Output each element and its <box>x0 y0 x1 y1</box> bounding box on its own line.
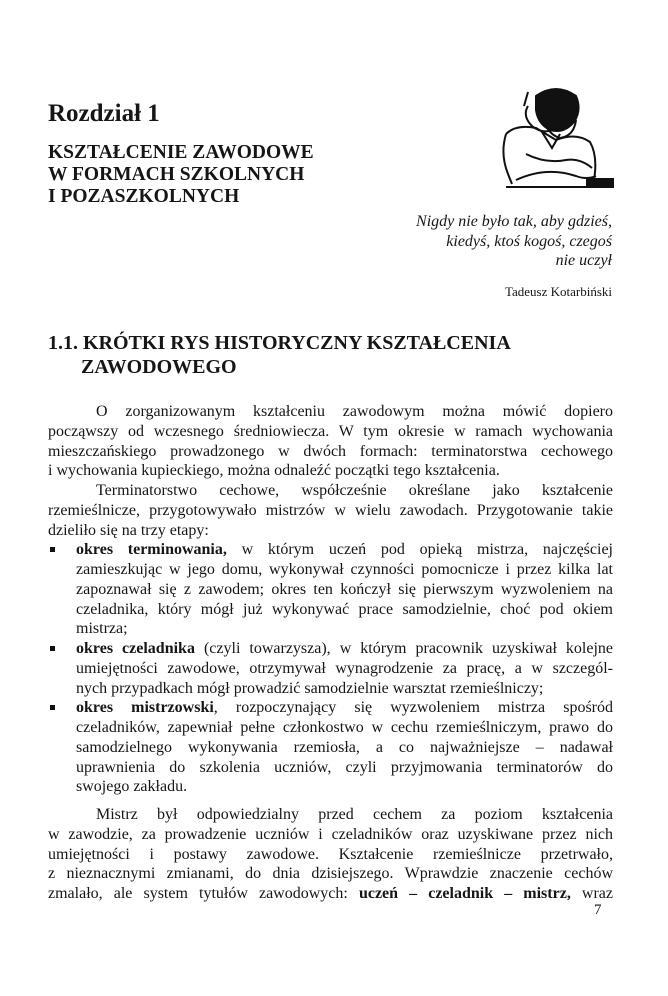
text-line <box>76 718 613 738</box>
epigraph-quote <box>416 212 612 271</box>
text-run: począwszy od wczesnego średniowiecza. W tym okresie w ramach wychowania <box>48 422 613 440</box>
text-line <box>76 659 613 679</box>
text-line <box>48 521 613 541</box>
chapter-title-line: W FORMACH SZKOLNYCH <box>48 164 305 185</box>
text-run: dzieliło się na trzy etapy: <box>48 521 209 539</box>
text-run: zamieszkując w jego domu, wykonywał czynności pomocnicze i przez kilka lat <box>76 561 613 578</box>
text-line <box>48 805 613 825</box>
paragraph <box>48 402 613 481</box>
text-run: , rozpoczynający się wyzwoleniem mistrza spośród <box>213 699 613 717</box>
epigraph-line: kiedyś, ktoś kogoś, czegoś <box>446 232 612 250</box>
text-run: mieszczańskiego prowadzonego w dwóch formach: terminatorstwa cechowego <box>48 442 613 460</box>
text-run: umiejętności i postawy zawodowe. Kształcenie rzemieślnicze przetrwało, <box>48 845 613 863</box>
text-run: Mistrz był odpowiedzialny przed cechem za poziom kształcenia <box>96 806 613 823</box>
bullet-item <box>48 540 613 639</box>
bold-term: uczeń – czeladnik – mistrz, <box>358 885 571 902</box>
chapter-title-line: I POZASZKOLNYCH <box>48 186 240 207</box>
bullet-square-icon <box>50 547 55 552</box>
text-line <box>76 777 613 797</box>
text-run: samodzielnego wykonywania rzemiosła, a co najważniejsze – nadawał <box>76 738 613 756</box>
student-reading-illustration <box>476 84 614 202</box>
text-run: nych przypadkach mógł prowadzić samodzielnie warsztat rzemieślniczy; <box>76 679 544 697</box>
text-line <box>76 580 613 600</box>
text-run: Terminatorstwo cechowe, współcześnie określane jako kształcenie <box>96 482 613 499</box>
epigraph-line: nie uczył <box>555 252 612 269</box>
text-run: O zorganizowanym kształceniu zawodowym można mówić dopiero <box>96 403 613 420</box>
chapter-label: Rozdział 1 <box>48 100 160 127</box>
text-run: mistrza; <box>76 620 128 638</box>
text-line <box>76 560 613 580</box>
text-run: w zawodzie, za prowadzenie uczniów i czeladników oraz uzyskiwane przez nich <box>48 825 613 843</box>
text-line <box>48 402 613 422</box>
section-heading-line: ZAWODOWEGO <box>81 356 237 378</box>
text-line <box>48 501 613 521</box>
text-line <box>76 619 613 639</box>
text-line <box>48 481 613 501</box>
text-line <box>48 422 613 442</box>
text-run: czeladników, zapewniał pełne członkostwo w cechu rzemieślniczym, prawo do <box>76 719 613 736</box>
text-line <box>76 600 613 620</box>
text-run: swojego zakładu. <box>76 778 188 796</box>
text-line <box>76 679 613 699</box>
text-line <box>48 461 613 481</box>
epigraph-author: Tadeusz Kotarbiński <box>504 284 612 299</box>
text-line <box>76 738 613 758</box>
text-line <box>76 758 613 778</box>
bold-term: okres terminowania, <box>76 541 227 559</box>
text-line <box>48 442 613 462</box>
bullet-item <box>48 698 613 797</box>
section-heading <box>48 331 511 379</box>
text-line <box>48 845 613 865</box>
bold-term: okres mistrzowski <box>76 699 214 717</box>
text-run: wraz <box>570 885 614 902</box>
epigraph-line: Nigdy nie było tak, aby gdzieś, <box>416 213 612 230</box>
text-line <box>76 540 613 560</box>
text-run: zapoznawał się z zawodem; okres ten kończył się pierwszym wyzwoleniem na <box>76 580 613 598</box>
paragraph <box>48 481 613 540</box>
text-line <box>76 639 613 659</box>
body-text <box>48 402 613 904</box>
bullet-square-icon <box>50 646 55 651</box>
text-run: rzemieślnicze, przygotowywało mistrzów w wielu zawodach. Przygotowanie takie <box>48 501 613 519</box>
text-run: umiejętności zawodowe, otrzymywał wynagrodzenie za pracę, a w szczegól- <box>76 659 613 677</box>
text-run: w którym uczeń pod opieką mistrza, najczęściej <box>226 541 613 559</box>
bullet-item <box>48 639 613 698</box>
text-run: z nieznacznymi zmianami, do dnia dzisiejszego. Wprawdzie znaczenie cechów <box>48 865 613 883</box>
text-run: uprawnienia do szkolenia uczniów, czyli przyjmowania terminatorów do <box>76 758 613 776</box>
bullet-square-icon <box>50 705 55 710</box>
text-run: i wychowania kupieckiego, można odnaleźć początki tego kształcenia. <box>48 462 500 480</box>
text-line <box>48 884 613 904</box>
text-line <box>48 825 613 845</box>
text-run: (czyli towarzysza), w którym pracownik uzyskiwał kolejne <box>194 640 614 657</box>
text-run: czeladnika, który mógł już wykonywać prace samodzielnie, choć pod okiem <box>76 600 613 618</box>
text-line <box>76 698 613 718</box>
chapter-title-line: KSZTAŁCENIE ZAWODOWE <box>48 142 314 163</box>
section-heading-line: 1.1. KRÓTKI RYS HISTORYCZNY KSZTAŁCENIA <box>48 332 511 354</box>
paragraph <box>48 805 613 904</box>
chapter-title <box>48 142 314 208</box>
page-number: 7 <box>594 902 602 918</box>
text-line <box>48 864 613 884</box>
bold-term: okres czeladnika <box>76 640 195 657</box>
text-run: zmalało, ale system tytułów zawodowych: <box>48 885 359 902</box>
